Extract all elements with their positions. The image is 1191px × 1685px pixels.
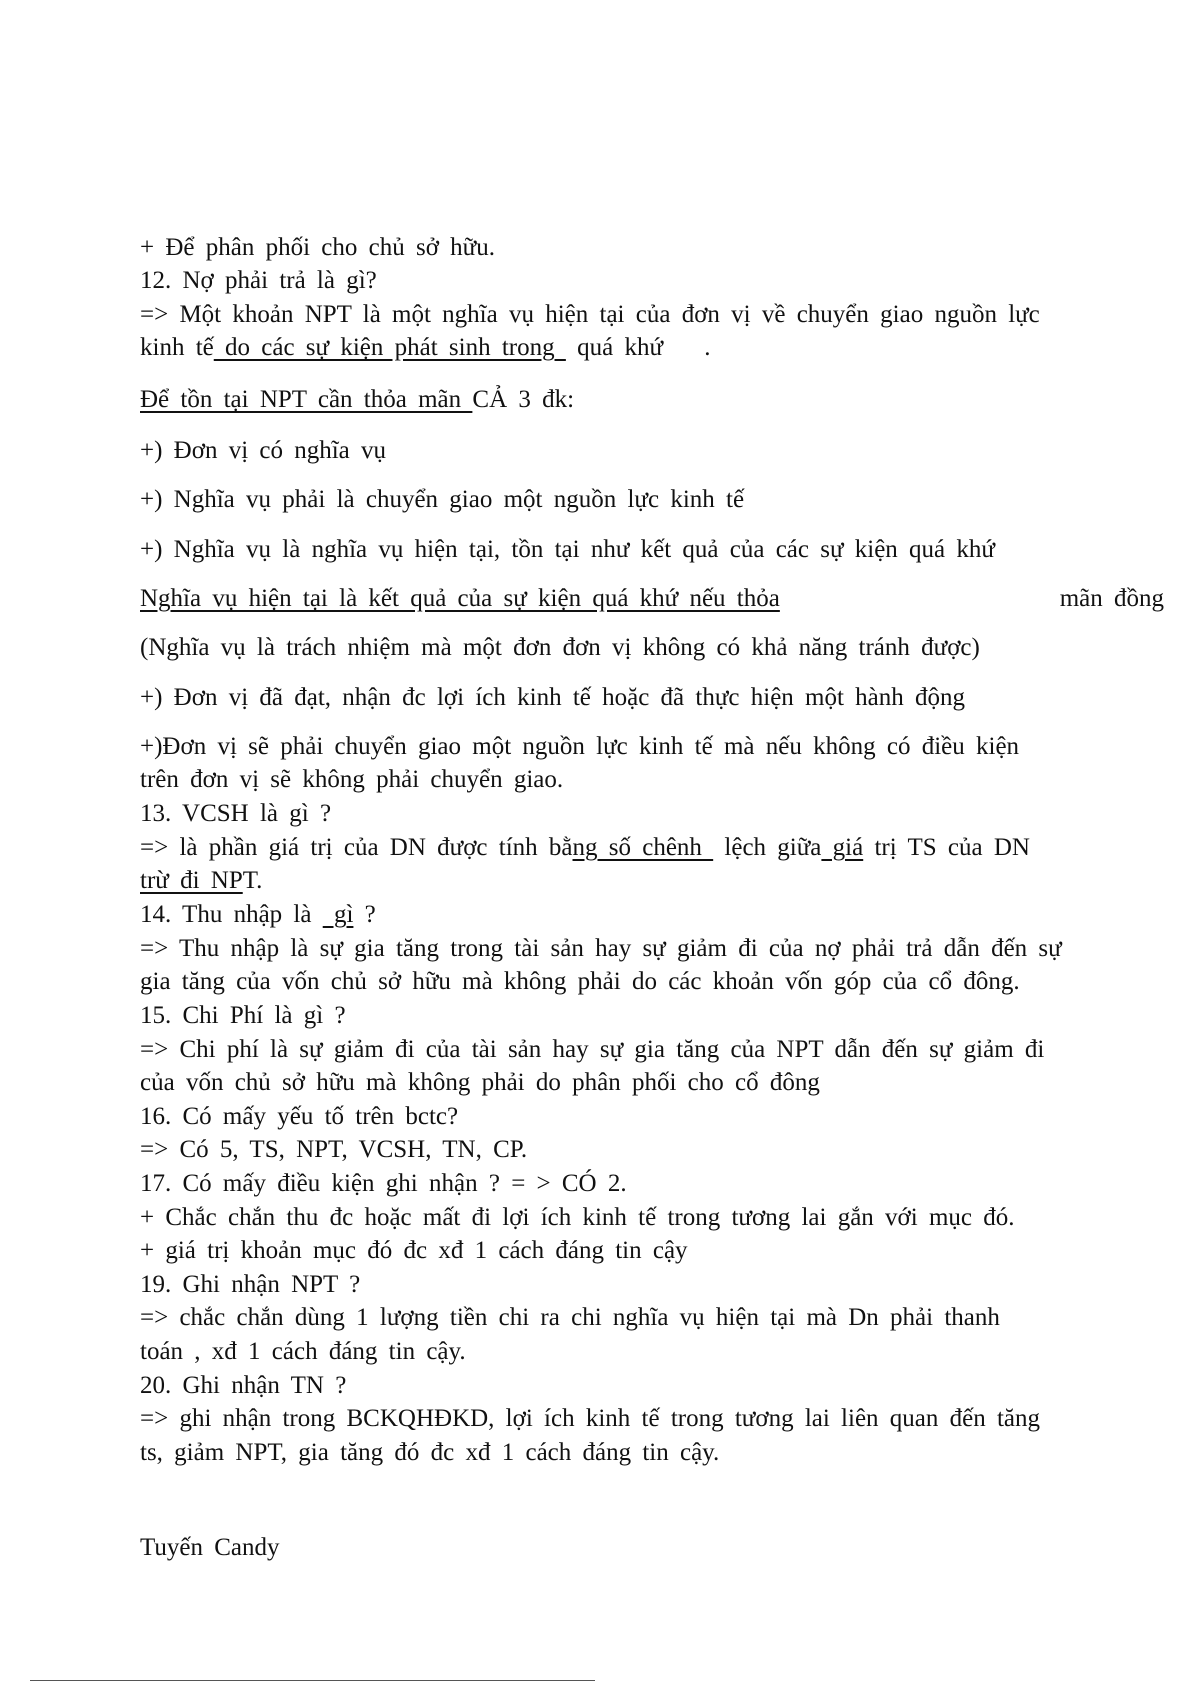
- text-segment: .: [704, 334, 711, 361]
- text-line: + Để phân phối cho chủ sở hữu.: [140, 234, 495, 261]
- question-15: 15. Chi Phí là gì ?: [140, 1002, 346, 1029]
- underlined-text: ng số chênh: [572, 834, 714, 861]
- answer-17-line: + Chắc chắn thu đc hoặc mất đi lợi ích kinh tế trong tương lai gắn với mục đó.: [140, 1204, 1015, 1231]
- text-segment: CẢ 3 đk:: [472, 386, 575, 413]
- answer-19-line: toán , xđ 1 cách đáng tin cậy.: [140, 1338, 466, 1365]
- answer-13-line: [140, 866, 262, 896]
- answer-13-line: [140, 833, 1030, 863]
- condition-item: +)Đơn vị sẽ phải chuyển giao một nguồn lực kinh tế mà nếu không có điều kiện: [140, 733, 1020, 760]
- author-signature: Tuyến Candy: [140, 1534, 280, 1561]
- conditions-heading: [140, 385, 574, 415]
- answer-12-line: [140, 333, 711, 363]
- question-12: 12. Nợ phải trả là gì?: [140, 267, 377, 294]
- answer-14-line: gia tăng của vốn chủ sở hữu mà không phải do các khoản vốn góp của cổ đông.: [140, 968, 1020, 995]
- condition-item: +) Đơn vị đã đạt, nhận đc lợi ích kinh tế hoặc đã thực hiện một hành động: [140, 684, 966, 711]
- answer-20-line: => ghi nhận trong BCKQHĐKD, lợi ích kinh tế trong tương lai liên quan đến tăng: [140, 1405, 1041, 1432]
- answer-17-line: + giá trị khoản mục đó đc xđ 1 cách đáng tin cậy: [140, 1237, 688, 1264]
- footer-divider: [30, 1680, 595, 1681]
- underlined-text: do các sự kiện phát sinh trong: [213, 334, 566, 361]
- text-line: (Nghĩa vụ là trách nhiệm mà một đơn đơn vị không có khả năng tránh được): [140, 634, 980, 661]
- text-segment: 14. Thu nhập là: [140, 901, 323, 928]
- text-line: [140, 584, 1164, 614]
- underlined-text: Nghĩa vụ hiện tại là kết quả của sự kiện quá khứ nếu thỏa: [140, 585, 780, 612]
- question-19: 19. Ghi nhận NPT ?: [140, 1271, 361, 1298]
- underlined-text: gì: [322, 901, 354, 928]
- condition-item: +) Nghĩa vụ là nghĩa vụ hiện tại, tồn tại như kết quả của các sự kiện quá khứ: [140, 536, 995, 563]
- question-17: 17. Có mấy điều kiện ghi nhận ? = > CÓ 2.: [140, 1170, 627, 1197]
- answer-20-line: ts, giảm NPT, gia tăng đó đc xđ 1 cách đáng tin cậy.: [140, 1439, 720, 1466]
- text-segment: kinh tế: [140, 334, 214, 361]
- text-segment: mãn đồng: [1059, 585, 1164, 612]
- text-segment: quá khứ: [577, 334, 664, 361]
- question-20: 20. Ghi nhận TN ?: [140, 1372, 347, 1399]
- question-13: 13. VCSH là gì ?: [140, 800, 332, 827]
- question-16: 16. Có mấy yếu tố trên bctc?: [140, 1103, 459, 1130]
- text-segment: T.: [242, 867, 263, 894]
- answer-15-line: của vốn chủ sở hữu mà không phải do phân phối cho cổ đông: [140, 1069, 820, 1096]
- text-segment: lệch giữa: [713, 834, 822, 861]
- question-14: [140, 900, 376, 930]
- text-segment: ?: [353, 901, 376, 928]
- underlined-text: Để tồn tại NPT cần thỏa mãn: [140, 386, 473, 413]
- answer-19-line: => chắc chắn dùng 1 lượng tiền chi ra chi nghĩa vụ hiện tại mà Dn phải thanh: [140, 1304, 1000, 1331]
- underlined-text: giá: [821, 834, 864, 861]
- answer-15-line: => Chi phí là sự giảm đi của tài sản hay sự gia tăng của NPT dẫn đến sự giảm đi: [140, 1036, 1045, 1063]
- condition-item: +) Nghĩa vụ phải là chuyển giao một nguồn lực kinh tế: [140, 486, 745, 513]
- answer-12-line: => Một khoản NPT là một nghĩa vụ hiện tại của đơn vị về chuyển giao nguồn lực: [140, 301, 1040, 328]
- text-line: trên đơn vị sẽ không phải chuyển giao.: [140, 766, 564, 793]
- underlined-text: trừ đi NP: [140, 867, 243, 894]
- text-segment: => là phần giá trị của DN được tính bằ: [140, 834, 573, 861]
- text-segment: trị TS của DN: [863, 834, 1030, 861]
- condition-item: +) Đơn vị có nghĩa vụ: [140, 437, 387, 464]
- answer-16: => Có 5, TS, NPT, VCSH, TN, CP.: [140, 1136, 528, 1163]
- answer-14-line: => Thu nhập là sự gia tăng trong tài sản hay sự giảm đi của nợ phải trả dẫn đến sự: [140, 935, 1062, 962]
